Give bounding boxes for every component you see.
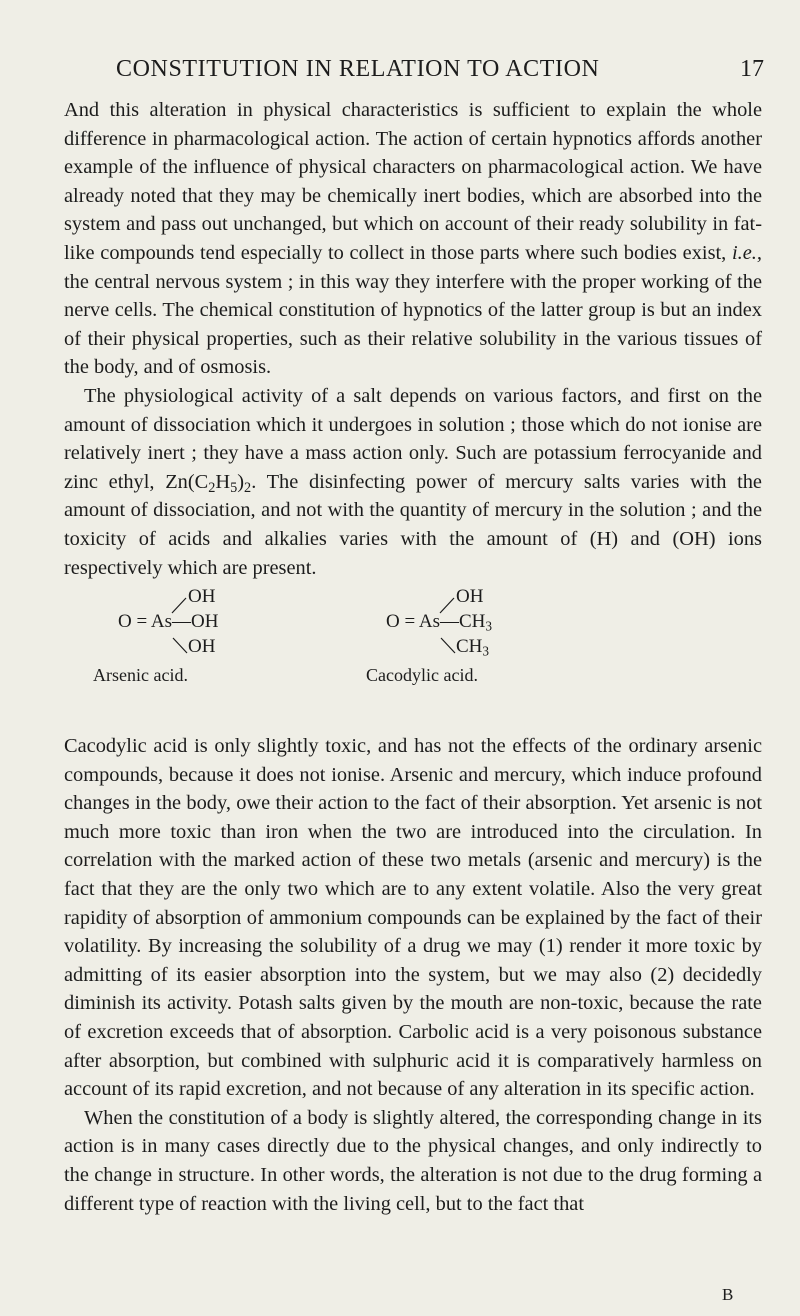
cacodylic-line-top — [386, 584, 492, 609]
paragraph-2-sub-2: 5 — [230, 479, 238, 496]
page-body — [64, 96, 762, 1218]
arsenic-acid-formula — [93, 584, 219, 688]
paragraph-1-text-a: And this alteration in physical characteristics is sufficient to explain the whole difference in pharmacological action. The action of certain hypnotics affords another example of the influence of physical characters on pharmacological action. We have already noted that they may be chemically inert bodies, which are absorbed into the system and pass out unchanged, but which on account of their ready solubility in fat-like compounds tend especially to collect in those parts where such bodies exist, — [64, 99, 762, 264]
paragraph-2-text-a: The physiological activity of a salt depends on various factors, and first on the amount of dissociation which it undergoes in solution ; those which do not ionise are relatively inert ; they have a mass action only. Such are potassium ferrocyanide and zinc ethyl, Zn(C — [64, 384, 762, 493]
cacodylic-caption: Cacodylic acid. — [366, 665, 478, 686]
arsenic-line-bottom — [118, 634, 218, 659]
running-head: CONSTITUTION IN RELATION TO ACTION — [116, 56, 600, 82]
paragraph-2-close: ) — [237, 470, 245, 493]
cacodylic-bottom-ch: CH — [456, 636, 483, 658]
cacodylic-top-oh: OH — [456, 586, 484, 608]
signature-mark: B — [722, 1285, 734, 1304]
paragraph-2 — [64, 382, 762, 582]
paragraph-2-text-b: . The disinfecting power of mercury salts varies with the amount of dissociation, and not with the quantity of mercury in the solution ; and the toxicity of acids and alkalies varies with the amount of (H) and (OH) ions respectively which are present. — [64, 470, 762, 579]
arsenic-caption: Arsenic acid. — [93, 665, 188, 686]
page-number: 17 — [740, 56, 764, 82]
cacodylic-bottom-sub: 3 — [482, 643, 490, 659]
paragraph-2-sub-1: 2 — [208, 479, 216, 496]
paragraph-2-h: H — [215, 470, 231, 493]
arsenic-top-oh: OH — [188, 586, 216, 608]
arsenic-middle: O = As—OH — [118, 611, 219, 633]
formula-block — [64, 582, 762, 732]
cacodylic-middle-sub: 3 — [485, 618, 493, 634]
cacodylic-line-bottom — [386, 634, 492, 659]
paragraph-1-text-b: the central nervous system ; in this way they interfere with the proper working of the nerve cells. The chemical constitution of hypnotics of the latter group is but an index of their physical properties, such as their relative solubility in the various tissues of the body, and of osmosis. — [64, 270, 762, 379]
cacodylic-middle: O = As—CH — [386, 611, 486, 633]
cacodylic-acid-formula — [366, 584, 493, 688]
cacodylic-line-middle — [386, 609, 492, 634]
paragraph-1-ie: i.e., — [731, 241, 762, 264]
paragraph-3: Cacodylic acid is only slightly toxic, and has not the effects of the ordinary arsenic compounds, because it does not ionise. Arsenic and mercury, which induce profound changes in the body, owe their action to the fact of their absorption. Yet arsenic is not much more toxic than iron when the two are introduced into the circulation. In correlation with the marked action of these two metals (arsenic and mercury) is the fact that they are the only two which are to any extent volatile. Also the very great rapidity of absorption of ammonium compounds can be explained by the fact of their volatility. By increasing the solubility of a drug we may (1) render it more toxic by admitting of its easier absorption into the system, but we may also (2) decidedly diminish its activity. Potash salts given by the mouth are non-toxic, because the rate of excretion exceeds that of absorption. Carbolic acid is a very poisonous substance after absorption, but combined with sulphuric acid it is comparatively harmless on account of its rapid excretion, and not because of any alteration in its specific action. — [64, 735, 762, 1101]
paragraph-2-sub-3: 2 — [244, 479, 252, 496]
paragraph-1 — [64, 96, 762, 382]
arsenic-line-top — [118, 584, 218, 609]
page-header — [0, 56, 800, 86]
paragraph-4: When the constitution of a body is slightly altered, the corresponding change in its action is in many cases directly due to the physical changes, and only indirectly to the change in structure. In other words, the alteration is not due to the drug forming a different type of reaction with the living cell, but to the fact that — [64, 1106, 762, 1215]
arsenic-line-middle — [118, 609, 218, 634]
arsenic-bottom-oh: OH — [188, 636, 216, 658]
